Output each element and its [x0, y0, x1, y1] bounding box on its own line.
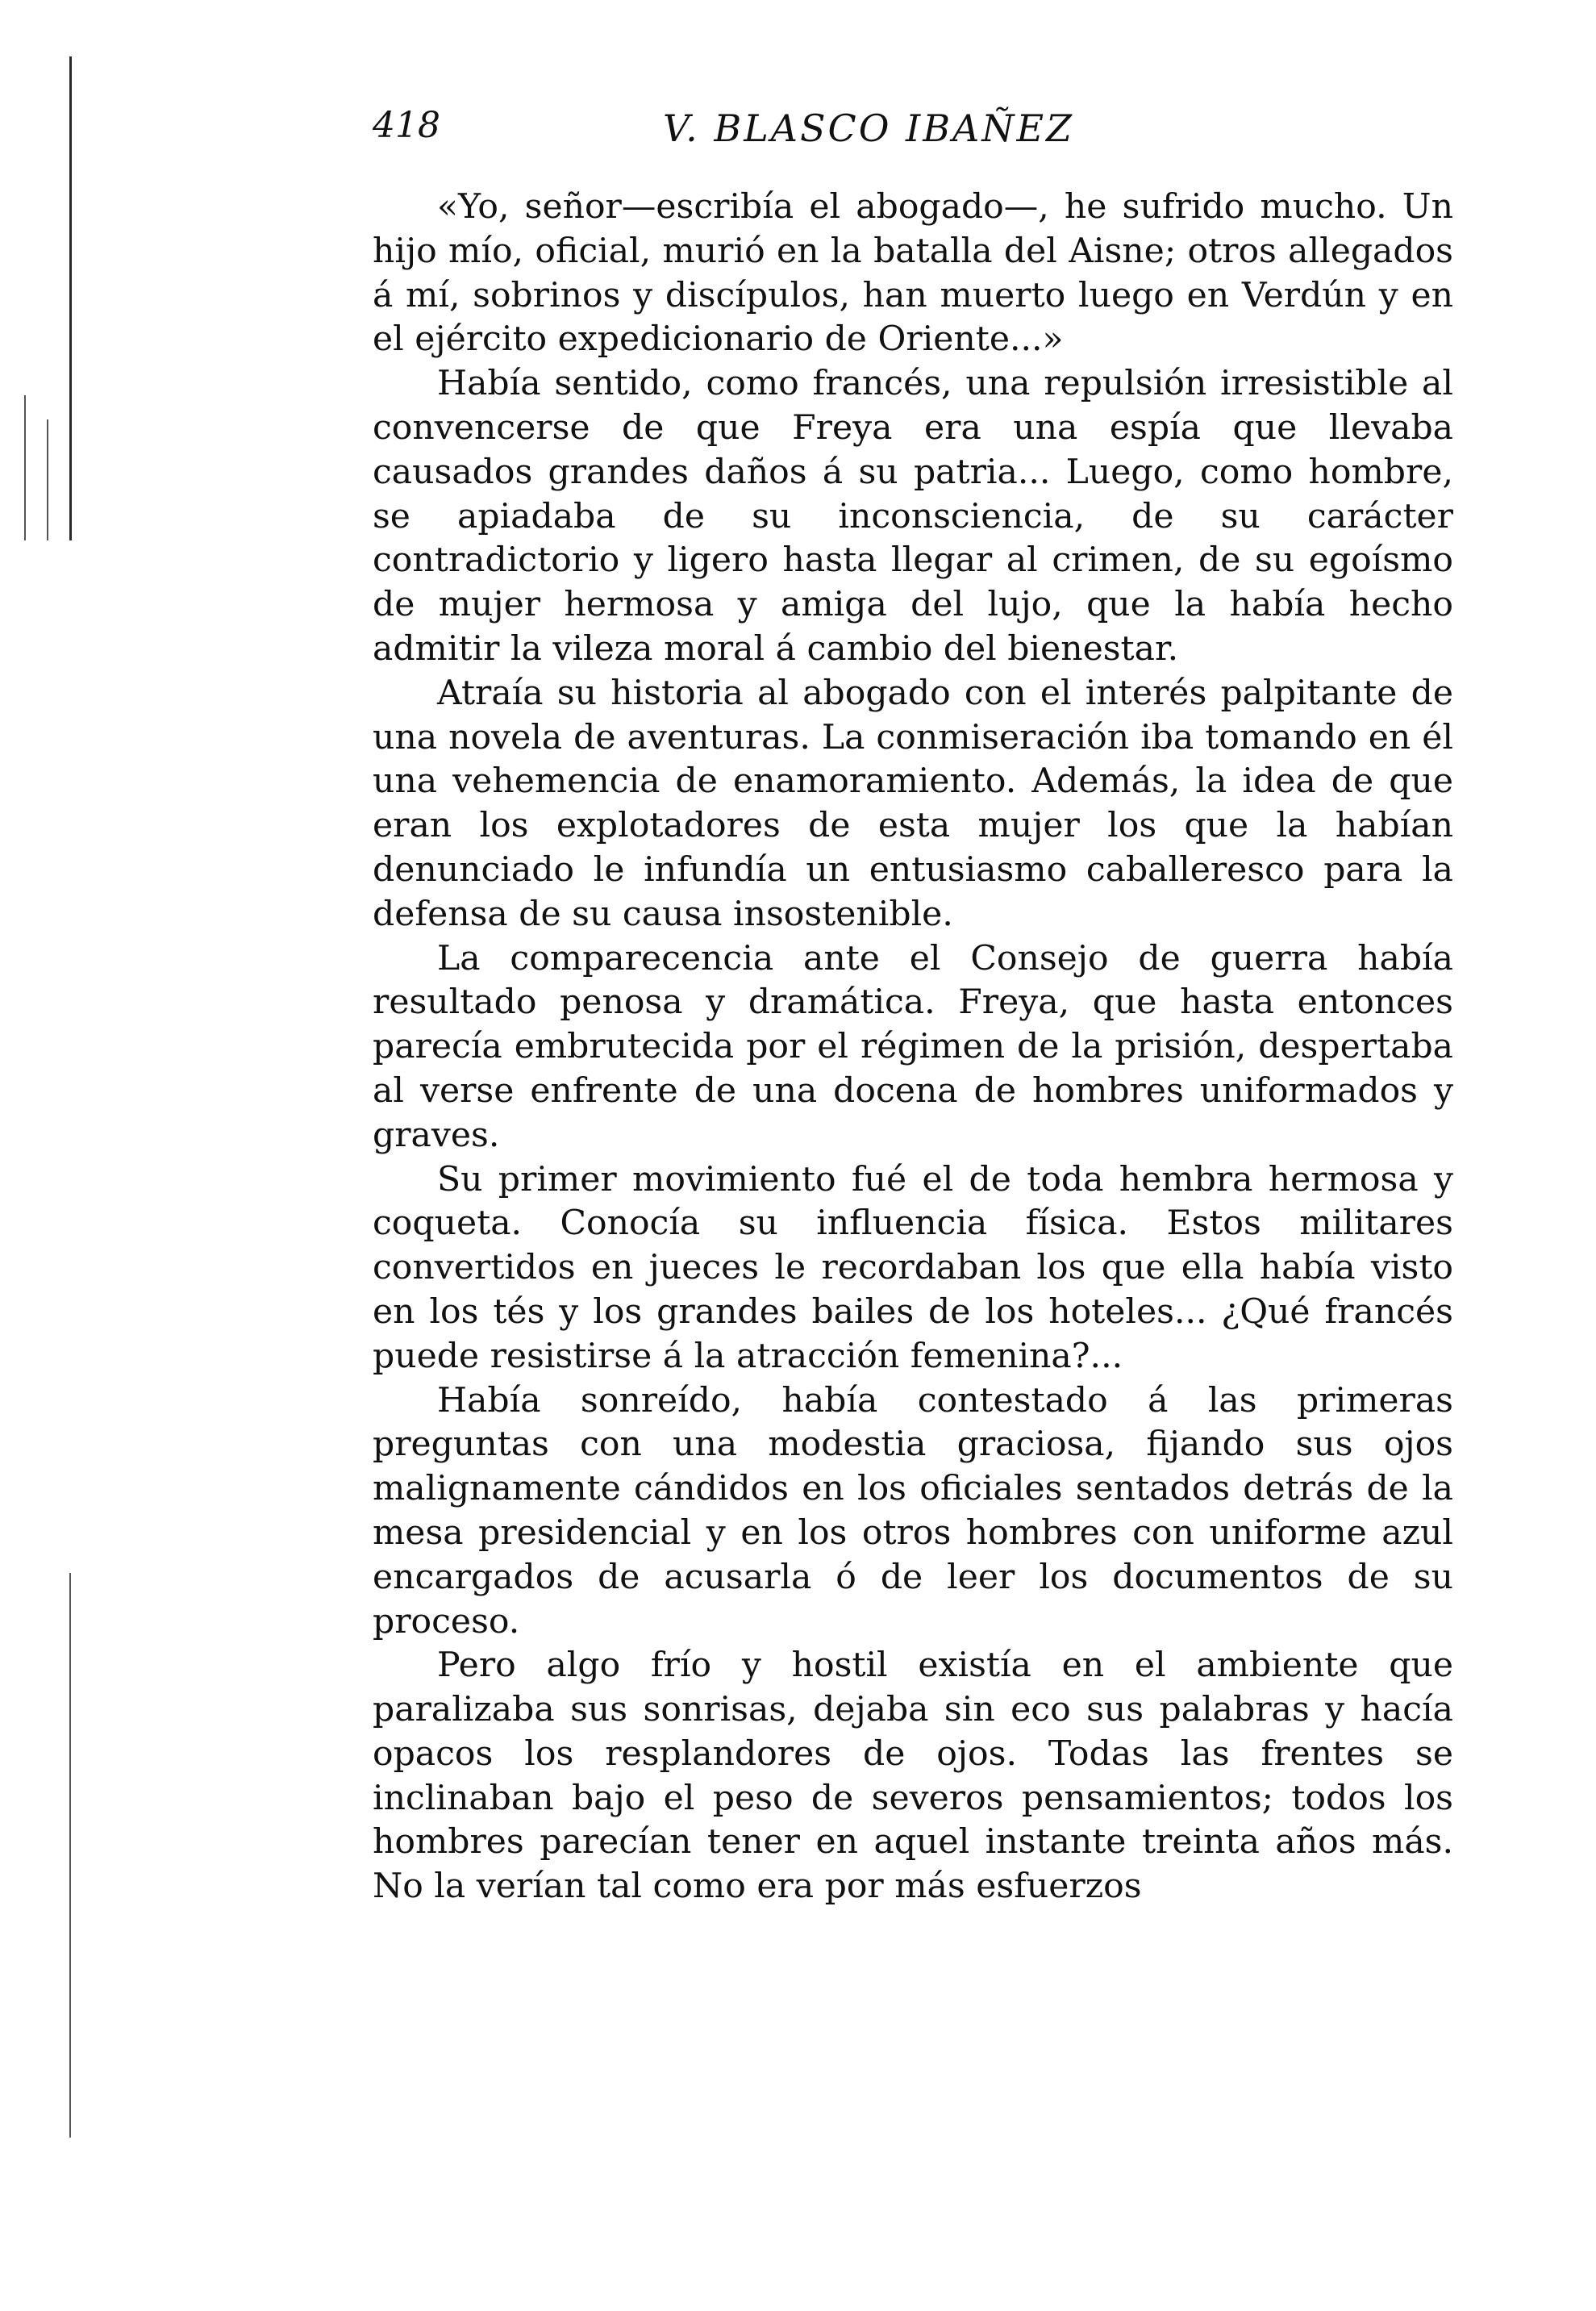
scan-margin-mark-right — [47, 419, 48, 540]
page-header — [373, 97, 1453, 169]
paragraph-4: La comparecencia ante el Consejo de guerra había resultado penosa y dramática. Freya, que hasta entonces parecía embrutecida por el régimen de la prisión, despertaba al verse enfrente de una docena de hombres uniformados y graves. — [373, 938, 1453, 1155]
paragraph-7: Pero algo frío y hostil existía en el ambiente que paralizaba sus sonrisas, dejaba sin eco sus palabras y hacía opacos los resplandores de ojos. Todas las frentes se inclinaban bajo el peso de severos pensamientos; todos los hombres parecían tener en aquel instante treinta años más. No la verían tal como era por más esfuerzos — [373, 1646, 1453, 1907]
scan-margin-mark-left — [24, 395, 26, 540]
paragraph-6: Había sonreído, había contestado á las primeras preguntas con una modestia graciosa, fijando sus ojos malignamente cándidos en los oficiales sentados detrás de la mesa presidencial y en los otros hombres con uniforme azul encargados de acusarla ó de leer los documentos de su proceso. — [373, 1380, 1453, 1641]
scan-margin-line-bottom — [69, 1573, 71, 2138]
scan-margin-line-top — [69, 56, 72, 540]
body-text — [373, 186, 1453, 1909]
paragraph-3: Atraía su historia al abogado con el interés palpitante de una novela de aventuras. La conmiseración iba tomando en él una vehemencia de enamoramiento. Además, la idea de que eran los explotadores de esta mujer los que la habían denunciado le infundía un entusiasmo caballeresco para la defensa de su causa insostenible. — [373, 673, 1453, 934]
running-head: V. BLASCO IBAÑEZ — [663, 106, 1075, 150]
paragraph-1: «Yo, señor—escribía el abogado—, he sufrido mucho. Un hijo mío, oficial, murió en la batalla del Aisne; otros allegados á mí, sobrinos y discípulos, han muerto luego en Verdún y en el ejército expedicionario de Oriente...» — [373, 187, 1453, 360]
page-number: 418 — [373, 105, 440, 146]
paragraph-2: Había sentido, como francés, una repulsión irresistible al convencerse de que Freya era una espía que llevaba causados grandes daños á su patria... Luego, como hombre, se apiadaba de su inconsciencia, de su carácter contradictorio y ligero hasta llegar al crimen, de su egoísmo de mujer hermosa y amiga del lujo, que la había hecho admitir la vileza moral á cambio del bienestar. — [373, 364, 1453, 669]
paragraph-5: Su primer movimiento fué el de toda hembra hermosa y coqueta. Conocía su influencia física. Estos militares convertidos en jueces le recordaban los que ella había visto en los tés y los grandes bailes de los hoteles... ¿Qué francés puede resistirse á la atracción femenina?... — [373, 1159, 1453, 1376]
